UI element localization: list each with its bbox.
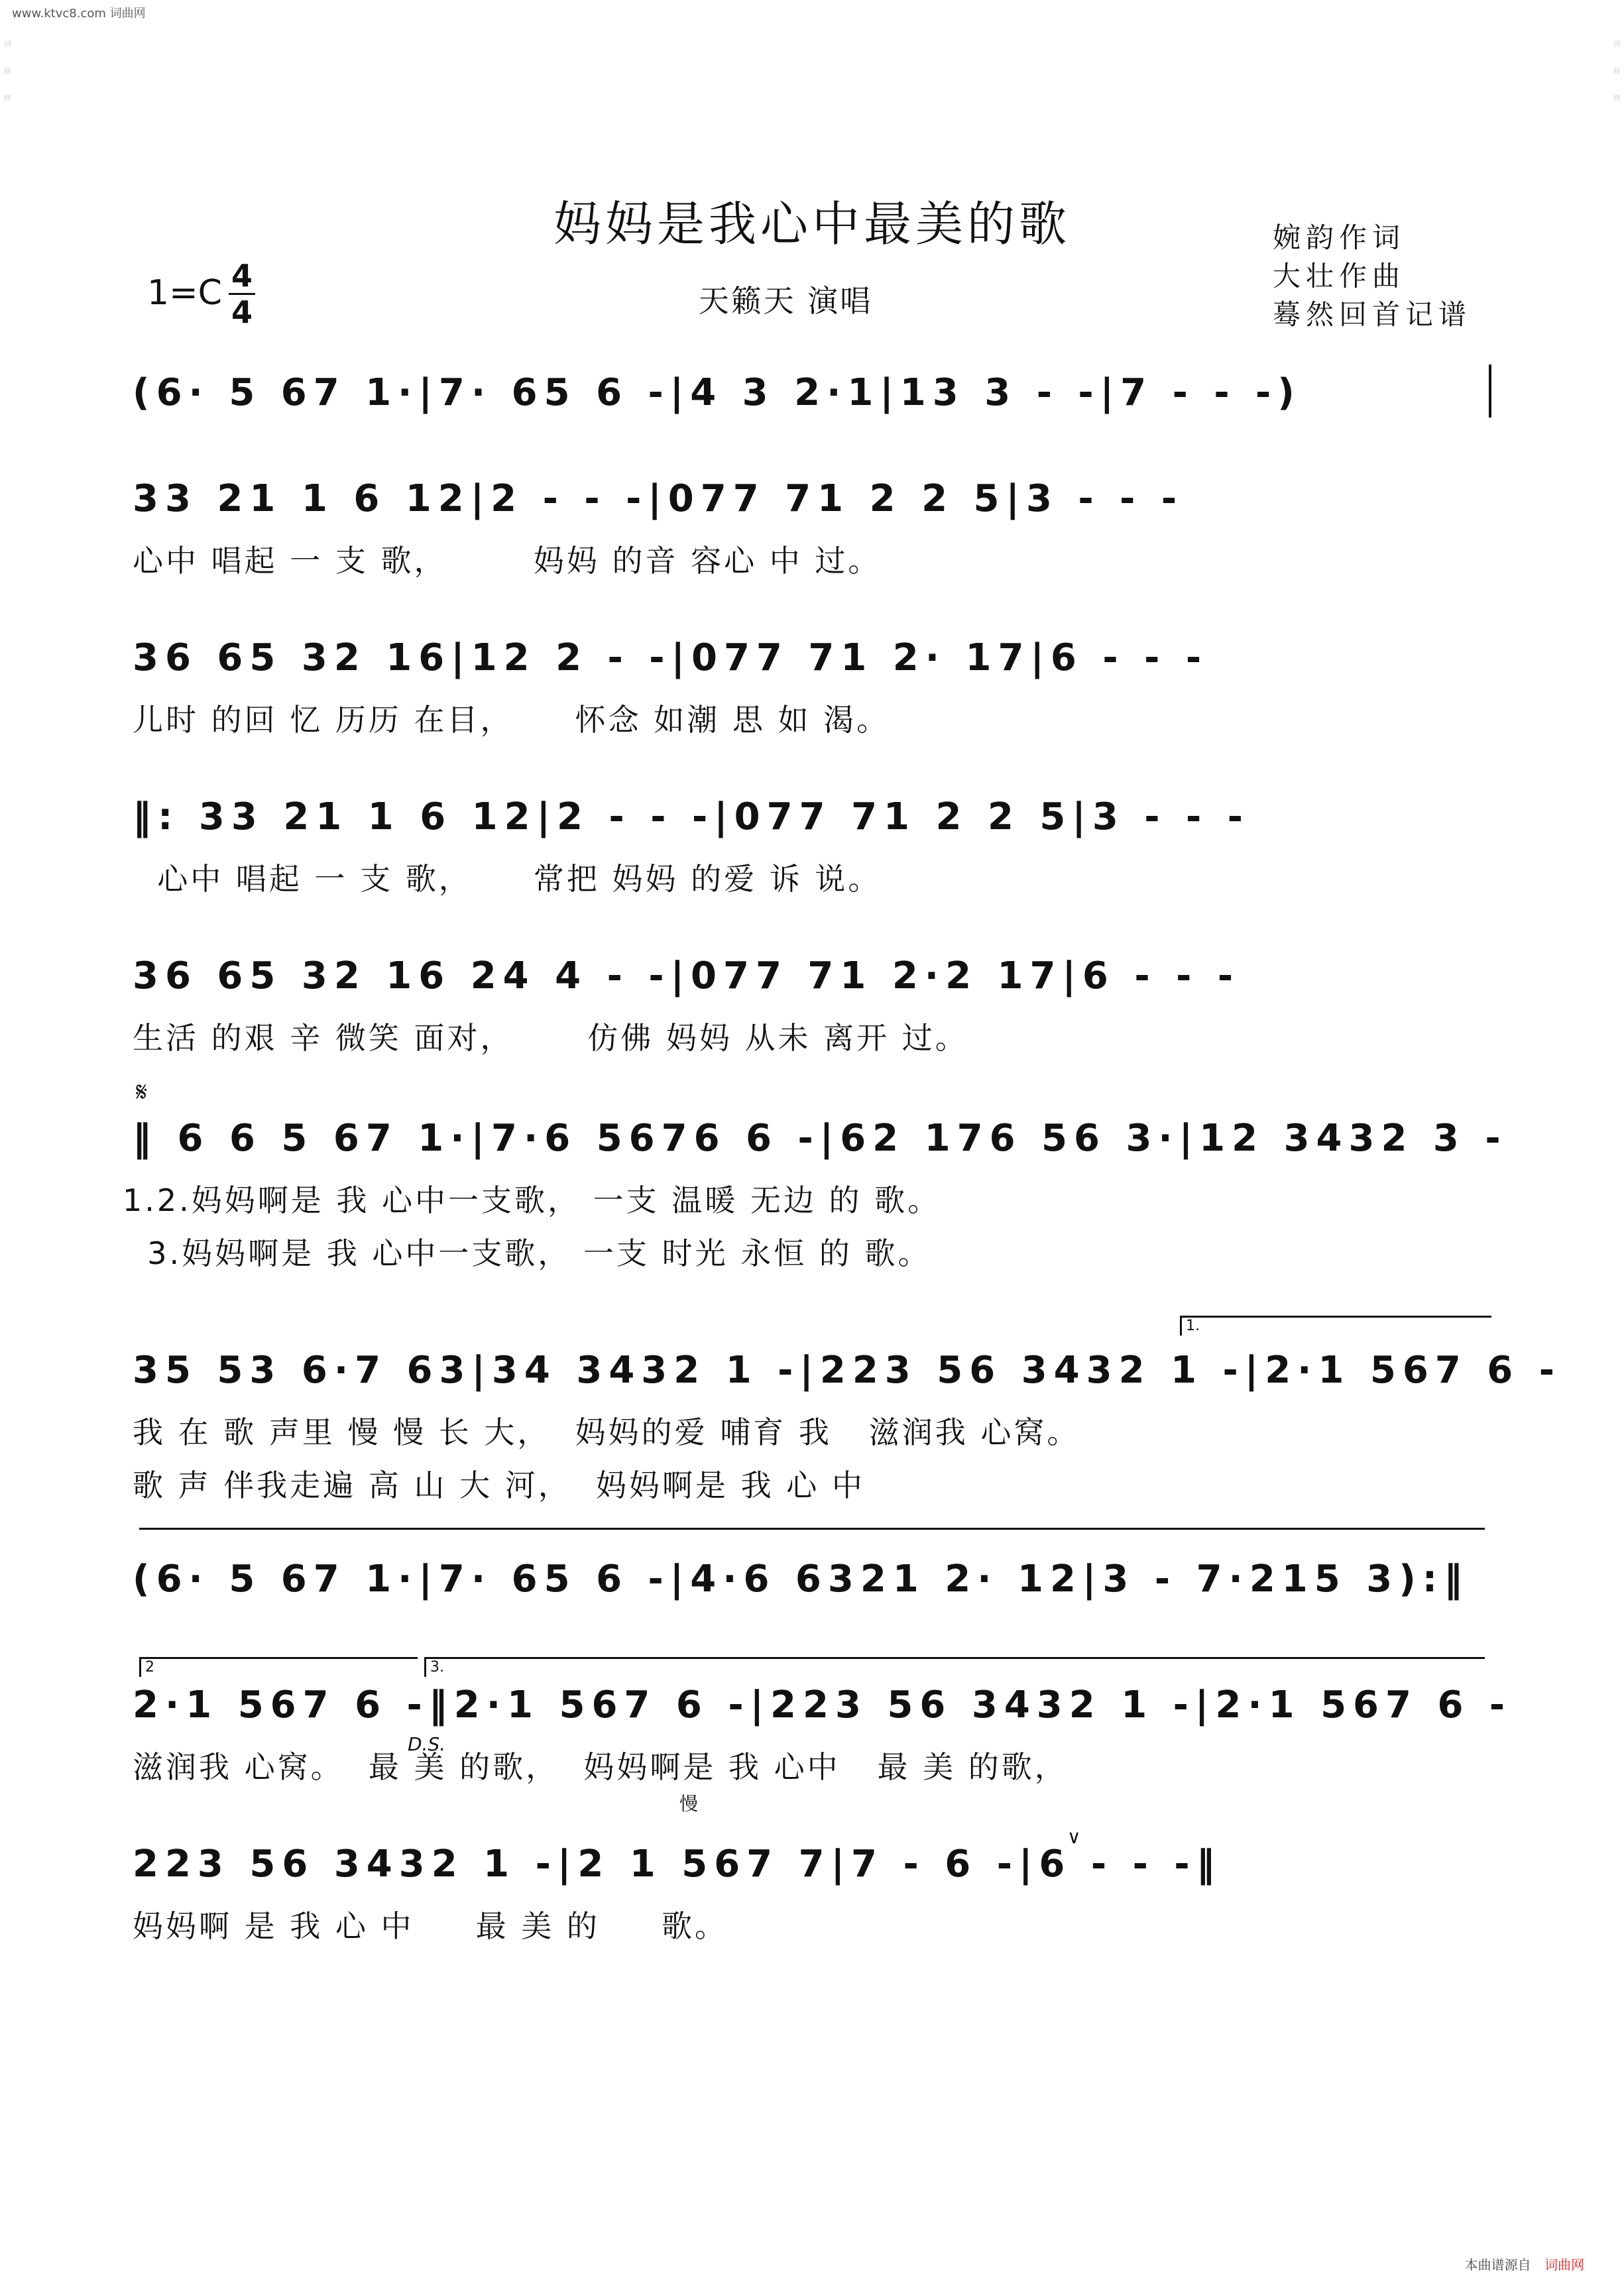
notation-line: 33 21 1 6 12|2 - - -|077 71 2 2 5|3 - - - [133,477,1184,520]
barline-end [1489,365,1491,418]
notation-line: ‖ 6 6 5 67 1·|7·6 5676 6 -|62 176 56 3·|12 3432 3 - [133,1117,1507,1160]
segno-mark: 𝄋 [136,1077,148,1108]
notation-line: 36 65 32 16|12 2 - -|077 71 2· 17|6 - - - [133,636,1208,679]
lyric-line-verse-1-2: 1.2.妈妈啊是 我 心中一支歌， 一支 温暖 无边 的 歌。 [123,1182,941,1218]
lyric-line: 滋润我 心窝。 最 美 的歌， 妈妈啊是 我 心中 最 美 的歌， [133,1749,1068,1785]
composer-credit: 大壮作曲 [1273,260,1406,292]
notation-line: 223 56 3432 1 -|2 1 567 7|7 - 6 -|6 - - -‖ [133,1843,1222,1886]
lyric-line-verse-3: 3.妈妈啊是 我 心中一支歌， 一支 时光 永恒 的 歌。 [123,1235,931,1271]
footer-source: 本曲谱源自 [1464,2257,1531,2273]
key-signature: 1=C [147,273,222,313]
footer-site: 词曲网 [1544,2257,1584,2273]
breath-mark: ∨ [1067,1826,1081,1848]
lyric-line: 心中 唱起 一 支 歌， 妈妈 的音 容心 中 过。 [133,543,882,579]
notation-line: ‖: 33 21 1 6 12|2 - - -|077 71 2 2 5|3 - - - [133,795,1250,838]
volta-3: 3. [424,1657,1485,1677]
notation-line: (6· 5 67 1·|7· 65 6 -|4 3 2·1|13 3 - -|7 - - -) [133,371,1301,414]
credits [1273,219,1472,334]
lyric-line-2: 歌 声 伴我走遍 高 山 大 河， 妈妈啊是 我 心 中 [133,1467,865,1503]
footer [1465,2254,1584,2273]
lyric-line: 妈妈啊 是 我 心 中 最 美 的 歌。 [133,1908,728,1944]
lyric-line: 心中 唱起 一 支 歌， 常把 妈妈 的爱 诉 说。 [133,861,882,897]
lyric-line: 儿时 的回 忆 历历 在目， 怀念 如潮 思 如 渴。 [133,702,890,738]
transcriber-credit: 蓦然回首记谱 [1273,298,1472,331]
bracket-line [139,1528,1485,1530]
ds-mark: D.S. [408,1733,446,1755]
notation-line: 35 53 6·7 63|34 3432 1 -|223 56 3432 1 -|2·1 567 6 - [133,1349,1561,1392]
time-sig-top: 4 [231,258,253,294]
notation-line: 36 65 32 16 24 4 - -|077 71 2·2 17|6 - - - [133,954,1240,998]
side-watermark-right: 词曲网 [1612,40,1621,121]
site-tag: www.ktvc8.com 词曲网 [12,7,146,21]
tempo-mark-slow: 慢 [679,1793,699,1815]
time-sig-bottom: 4 [231,294,253,330]
singer-line: 天籁天 演唱 [698,283,873,319]
lyric-line-1: 我 在 歌 声里 慢 慢 长 大， 妈妈的爱 哺育 我 滋润我 心窝。 [133,1414,1080,1450]
lyricist-credit: 婉韵作词 [1273,221,1406,254]
volta-1: 1. [1180,1316,1491,1336]
notation-line: (6· 5 67 1·|7· 65 6 -|4·6 6321 2· 12|3 - 7·215 3):‖ [133,1558,1470,1601]
volta-2: 2 [139,1657,418,1677]
side-watermark-left: 词曲网 [3,40,11,121]
song-title: 妈妈是我心中最美的歌 [553,196,1071,252]
notation-line: 2·1 567 6 -‖2·1 567 6 -|223 56 3432 1 -|2·1 567 6 - [133,1684,1512,1727]
lyric-line: 生活 的艰 辛 微笑 面对， 仿佛 妈妈 从未 离开 过。 [133,1020,968,1056]
